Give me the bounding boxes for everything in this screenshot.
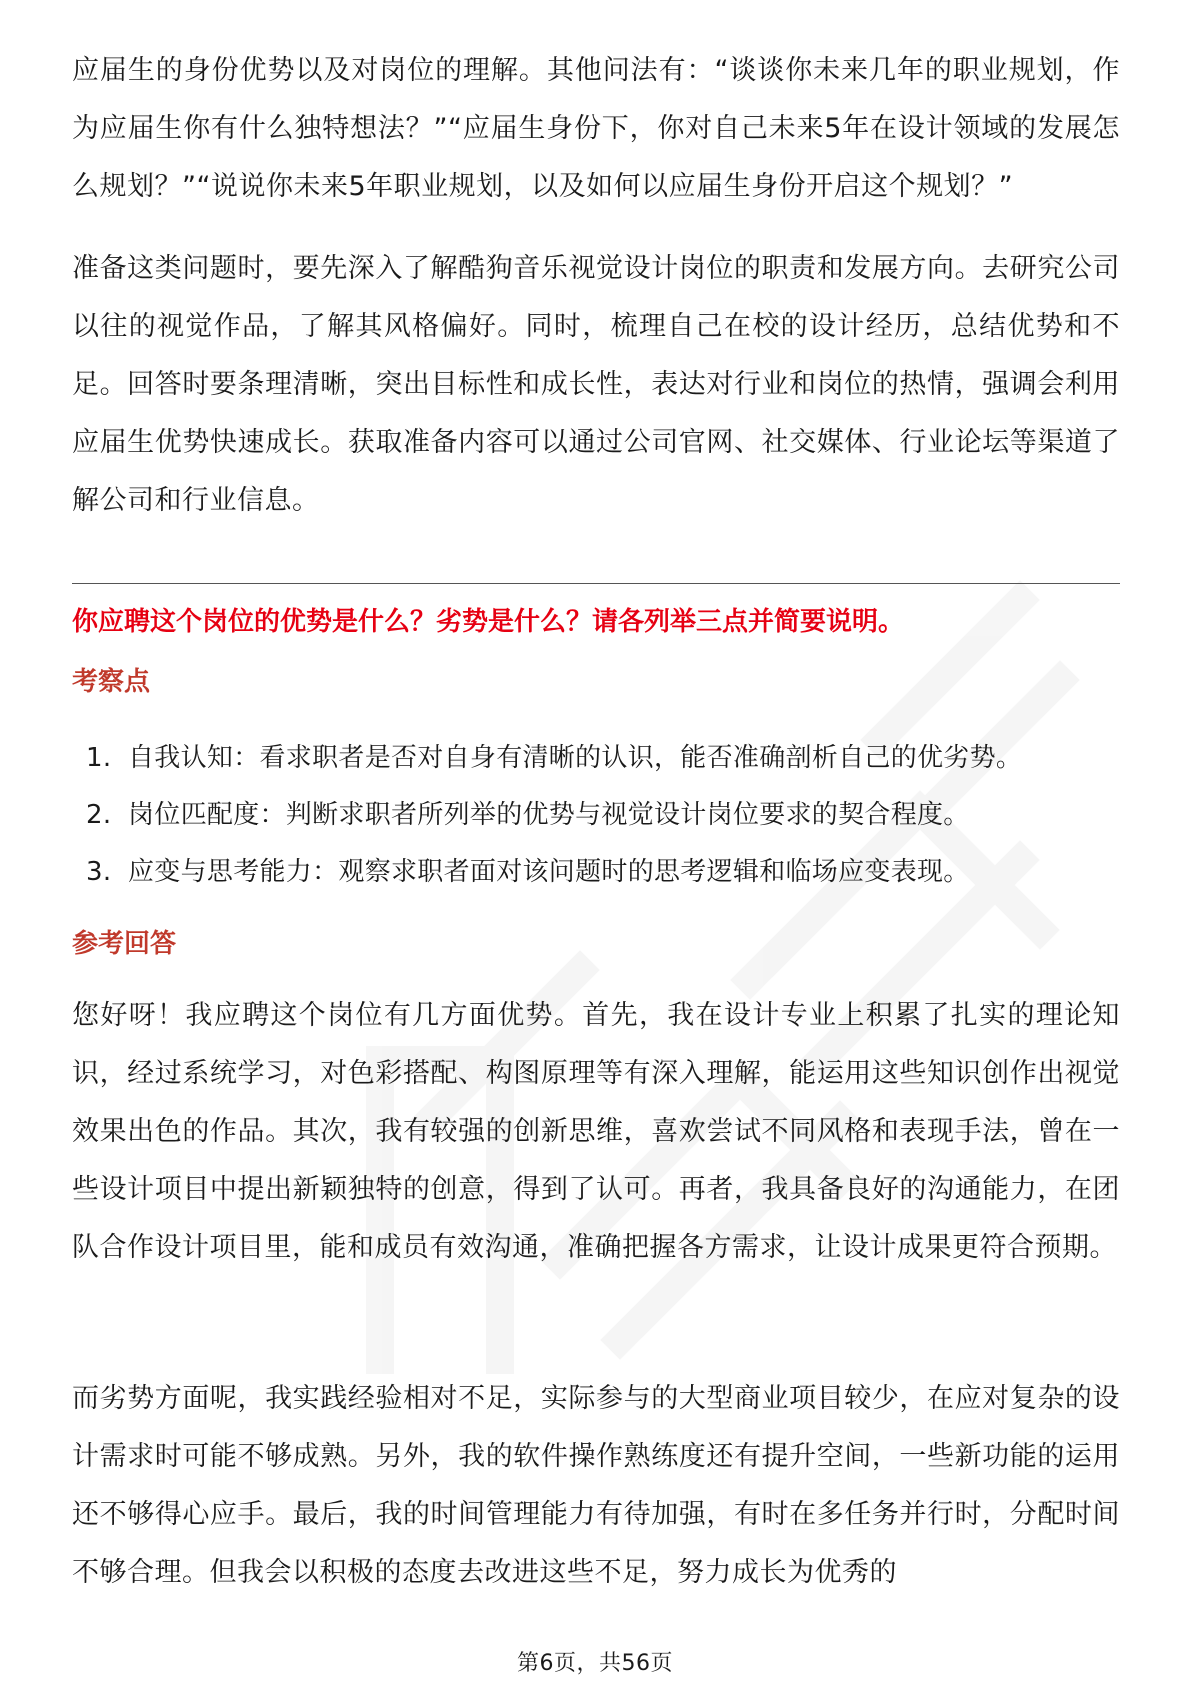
list-item bbox=[86, 787, 1116, 844]
section-divider bbox=[72, 583, 1120, 584]
list-item bbox=[86, 730, 1116, 787]
list-item-text: 自我认知：看求职者是否对自身有清晰的认识，能否准确剖析自己的优劣势。 bbox=[128, 743, 1023, 773]
list-item-number: 2. bbox=[86, 800, 112, 830]
exam-points-label: 考察点 bbox=[72, 667, 151, 697]
intro-paragraph: 应届生的身份优势以及对岗位的理解。其他问法有：“谈谈你未来几年的职业规划，作为应届生你有什么独特想法？”“应届生身份下，你对自己未来5年在设计领域的发展怎么规划？”“说说你未来5年职业规划，以及如何以应届生身份开启这个规划？” bbox=[72, 55, 1120, 202]
list-item-number: 1. bbox=[86, 743, 112, 773]
list-item-text: 应变与思考能力：观察求职者面对该问题时的思考逻辑和临场应变表现。 bbox=[128, 857, 970, 887]
page-number: 第6页，共56页 bbox=[517, 1651, 673, 1676]
answer-weaknesses-paragraph: 而劣势方面呢，我实践经验相对不足，实际参与的大型商业项目较少，在应对复杂的设计需求时可能不够成熟。另外，我的软件操作熟练度还有提升空间，一些新功能的运用还不够得心应手。最后，我的时间管理能力有待加强，有时在多任务并行时，分配时间不够合理。但我会以积极的态度去改进这些不足，努力成长为优秀的 bbox=[72, 1383, 1120, 1588]
list-item bbox=[86, 844, 1116, 901]
list-item-text: 岗位匹配度：判断求职者所列举的优势与视觉设计岗位要求的契合程度。 bbox=[128, 800, 970, 830]
reference-answer-label: 参考回答 bbox=[72, 929, 177, 959]
answer-strengths-paragraph: 您好呀！我应聘这个岗位有几方面优势。首先，我在设计专业上积累了扎实的理论知识，经过系统学习，对色彩搭配、构图原理等有深入理解，能运用这些知识创作出视觉效果出色的作品。其次，我有较强的创新思维，喜欢尝试不同风格和表现手法，曾在一些设计项目中提出新颖独特的创意，得到了认可。再者，我具备良好的沟通能力，在团队合作设计项目里，能和成员有效沟通，准确把握各方需求，让设计成果更符合预期。 bbox=[72, 1000, 1120, 1263]
exam-points-list bbox=[86, 730, 1116, 901]
preparation-paragraph: 准备这类问题时，要先深入了解酷狗音乐视觉设计岗位的职责和发展方向。去研究公司以往的视觉作品，了解其风格偏好。同时，梳理自己在校的设计经历，总结优势和不足。回答时要条理清晰，突出目标性和成长性，表达对行业和岗位的热情，强调会利用应届生优势快速成长。获取准备内容可以通过公司官网、社交媒体、行业论坛等渠道了解公司和行业信息。 bbox=[72, 253, 1120, 516]
list-item-number: 3. bbox=[86, 857, 112, 887]
question-heading: 你应聘这个岗位的优势是什么？劣势是什么？请各列举三点并简要说明。 bbox=[72, 607, 905, 637]
